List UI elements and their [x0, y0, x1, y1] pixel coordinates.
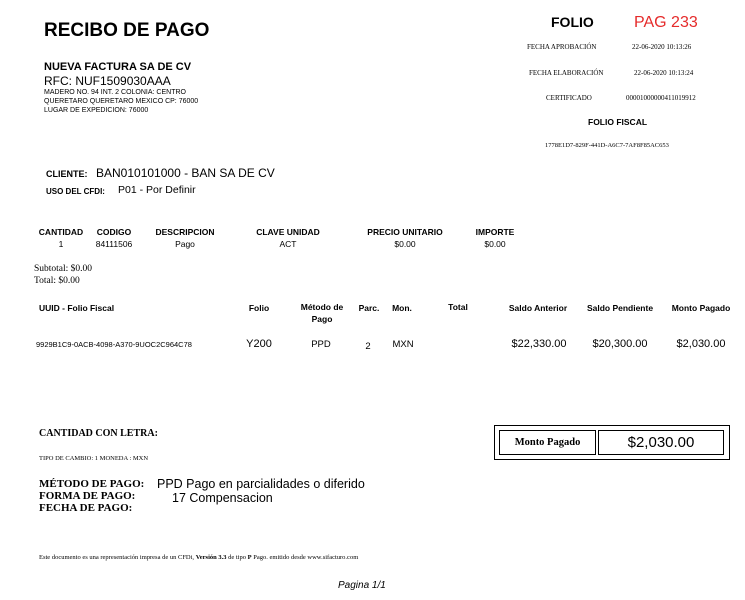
tipo-cambio: TIPO DE CAMBIO: 1 MONEDA : MXN: [39, 455, 149, 462]
payments-header-saldo-pendiente: Saldo Pendiente: [586, 303, 654, 313]
document-title: RECIBO DE PAGO: [44, 20, 210, 41]
payments-cell-folio: Y200: [246, 338, 272, 350]
items-header-precio-unitario: PRECIO UNITARIO: [367, 227, 443, 237]
payments-cell-metodo: PPD: [311, 339, 331, 350]
folio-row-value: 00001000000411019912: [626, 94, 696, 102]
folio-fiscal-label: FOLIO FISCAL: [588, 117, 648, 127]
metodo-pago-label: MÉTODO DE PAGO:: [39, 478, 145, 490]
payments-header-metodo-line1: Método de: [300, 302, 344, 312]
items-cell-codigo: 84111506: [95, 239, 133, 249]
forma-pago-value: 17 Compensacion: [172, 491, 273, 505]
payments-header-folio: Folio: [248, 303, 270, 313]
client-label: CLIENTE:: [46, 169, 88, 179]
footer-legend-part: de tipo: [226, 554, 248, 561]
issuer-address-line1: MADERO NO. 94 INT. 2 COLONIA: CENTRO: [44, 89, 186, 96]
folio-row-value: 22-06-2020 10:13:26: [632, 43, 692, 51]
total: Total: $0.00: [34, 276, 80, 286]
folio-value: PAG 233: [634, 14, 698, 31]
items-header-codigo: CODIGO: [96, 227, 132, 237]
cantidad-letra-label: CANTIDAD CON LETRA:: [39, 428, 158, 439]
metodo-pago-value: PPD Pago en parcialidades o diferido: [157, 477, 365, 491]
items-header-clave-unidad: CLAVE UNIDAD: [256, 227, 320, 237]
items-header-descripcion: DESCRIPCION: [155, 227, 215, 237]
folio-label: FOLIO: [551, 14, 594, 30]
payments-header-total: Total: [448, 302, 468, 312]
payments-cell-mon: MXN: [392, 339, 414, 350]
payments-cell-saldo-pendiente: $20,300.00: [592, 338, 648, 350]
cfdi-value: P01 - Por Definir: [118, 184, 196, 196]
payments-header-monto-pagado: Monto Pagado: [671, 303, 731, 313]
items-cell-cantidad: 1: [58, 239, 64, 249]
cfdi-label: USO DEL CFDI:: [46, 187, 105, 196]
footer-legend-part: Este documento es una representación impresa de un CFDi,: [39, 554, 196, 561]
payments-cell-saldo-anterior: $22,330.00: [511, 338, 567, 350]
issuer-name: NUEVA FACTURA SA DE CV: [44, 61, 192, 73]
page-number: Pagina 1/1: [338, 580, 386, 591]
items-cell-importe: $0.00: [484, 239, 506, 249]
footer-legend-version: Versión 3.3: [195, 554, 227, 561]
items-header-cantidad: CANTIDAD: [38, 227, 84, 237]
monto-pagado-value: $2,030.00: [598, 430, 724, 455]
payments-header-mon: Mon.: [392, 303, 412, 313]
monto-pagado-label: Monto Pagado: [499, 430, 596, 455]
items-header-importe: IMPORTE: [475, 227, 515, 237]
payments-cell-uuid: 9929B1C9-0ACB-4098-A370-9UOC2C964C78: [36, 340, 192, 349]
issuer-place: LUGAR DE EXPEDICION: 76000: [44, 107, 149, 114]
forma-pago-label: FORMA DE PAGO:: [39, 490, 136, 502]
payments-header-saldo-anterior: Saldo Anterior: [508, 303, 568, 313]
footer-legend-type: P: [247, 554, 252, 561]
folio-row-label: FECHA ELABORACIÓN: [529, 69, 604, 77]
footer-legend-part: Pago. emitido desde www.sifacturo.com: [251, 554, 359, 561]
footer-legend: [39, 554, 358, 561]
issuer-rfc: RFC: NUF1509030AAA: [44, 74, 171, 88]
items-cell-clave-unidad: ACT: [279, 239, 297, 249]
payments-header-metodo-line2: Pago: [311, 314, 333, 324]
subtotal: Subtotal: $0.00: [34, 264, 93, 274]
folio-row-value: 22-06-2020 10:13:24: [634, 69, 694, 77]
items-cell-descripcion: Pago: [175, 239, 195, 249]
payments-cell-monto-pagado: $2,030.00: [676, 338, 726, 350]
items-cell-precio-unitario: $0.00: [394, 239, 416, 249]
folio-row-label: CERTIFICADO: [546, 94, 592, 102]
payments-cell-parc: 2: [365, 341, 371, 352]
payments-header-parc: Parc.: [358, 303, 380, 313]
client-value: BAN010101000 - BAN SA DE CV: [96, 166, 275, 180]
folio-fiscal-value: 1778E1D7-829F-441D-A6C7-7AF8F85AC653: [545, 142, 669, 149]
monto-pagado-box: [494, 425, 730, 460]
fecha-pago-label: FECHA DE PAGO:: [39, 502, 133, 514]
folio-row-label: FECHA APROBACIÓN: [527, 43, 597, 51]
issuer-address-line2: QUERETARO QUERETARO MEXICO CP: 76000: [44, 98, 199, 105]
payments-header-uuid: UUID - Folio Fiscal: [39, 303, 115, 313]
